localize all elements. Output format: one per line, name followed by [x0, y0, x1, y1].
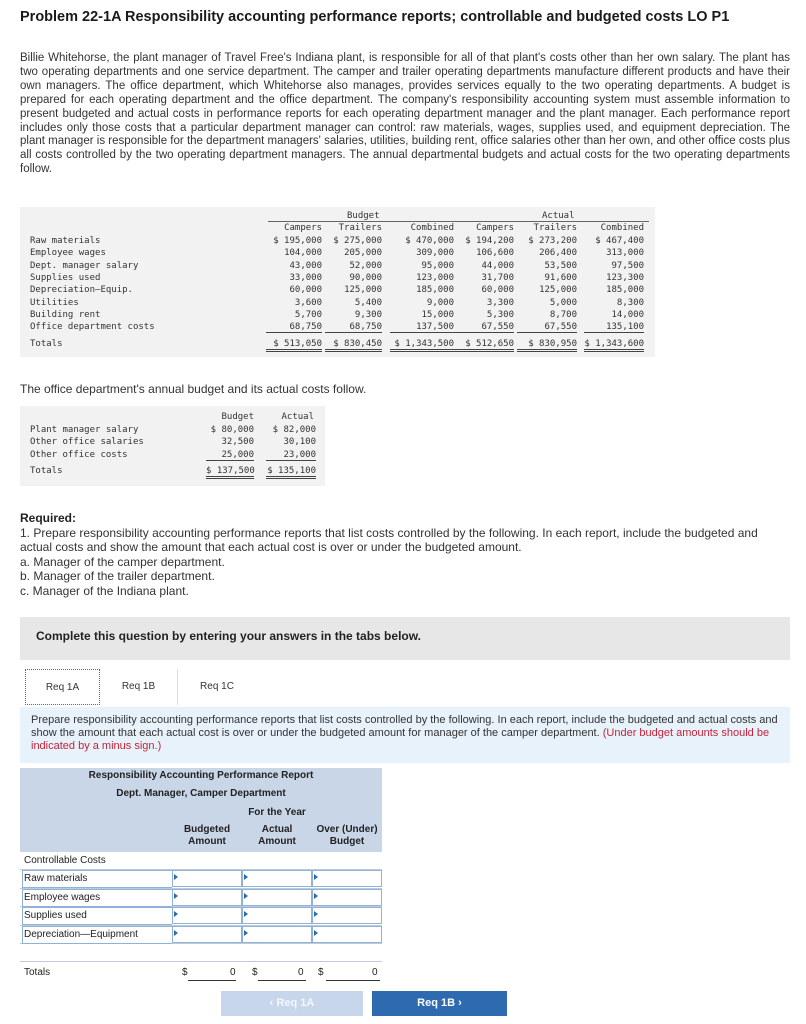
row-label: Depreciation—Equip.	[30, 285, 133, 296]
row-label: Employee wages	[24, 891, 101, 903]
over-under-input[interactable]	[312, 870, 382, 887]
col-header: Combined	[600, 223, 644, 233]
table-cell: 43,000	[289, 260, 322, 271]
row-label: Utilities	[30, 297, 79, 308]
report-period: For the Year	[248, 807, 306, 818]
report-subtitle: Dept. Manager, Camper Department	[116, 788, 286, 799]
table-cell: 32,500	[221, 437, 254, 448]
table-cell: 206,400	[539, 248, 577, 259]
table-cell: 68,750	[266, 322, 322, 333]
table-cell: 5,400	[354, 297, 382, 308]
table-cell: 205,000	[344, 248, 382, 259]
table-cell: 3,600	[294, 297, 322, 308]
total-cell: $ 1,343,600	[584, 339, 644, 352]
tab-req-1a[interactable]: Req 1A	[25, 669, 100, 705]
table-cell: $ 467,400	[595, 236, 644, 246]
table-cell: $ 194,200	[465, 236, 514, 246]
row-label: Other office costs	[30, 449, 128, 460]
tab-req-1b[interactable]: Req 1B	[100, 669, 178, 705]
row-label: Dept. manager salary	[30, 260, 139, 271]
currency-sign: $	[182, 967, 188, 978]
problem-intro: Billie Whitehorse, the plant manager of Travel Free's Indiana plant, is responsible for all of that plant's costs other than her own salary. The plant has two operating departments and one service department. The camper and trailer operating departments manufacture different products and have their own managers. The office department, which Whitehorse also manages, provides services equally to the two operating departments. A budget is prepared for each operating department and the office department. The company's responsibility accounting system must assemble information to present budgeted and actual costs in performance reports for each operating department manager and the plant manager. Each performance report includes only those costs that a particular department manager can control: raw materials, wages, supplies used, and equipment depreciation. The plant manager is responsible for the department managers' salaries, utilities, building rent, office salaries other than her own, and other office costs plus all costs controlled by the two operating department managers. The annual departmental budgets and actual costs for the two operating departments follow.	[20, 52, 790, 176]
office-intro: The office department's annual budget and its actual costs follow.	[20, 382, 367, 396]
tab-req-1c[interactable]: Req 1C	[178, 669, 256, 705]
total-cell: $ 512,650	[454, 339, 514, 352]
table-cell: 44,000	[481, 260, 514, 271]
row-label: Other office salaries	[30, 437, 144, 448]
required-a: a. Manager of the camper department.	[20, 554, 225, 569]
table-cell: 67,550	[454, 322, 514, 333]
table-cell: $ 195,000	[273, 236, 322, 246]
prev-button[interactable]	[221, 991, 363, 1016]
actual-group-header: Actual	[542, 211, 575, 221]
totals-row-label: Totals	[30, 339, 63, 349]
instruction-box	[20, 707, 790, 763]
col-actual: Actual Amount	[242, 824, 312, 852]
table-cell: 123,300	[606, 272, 644, 283]
instruction-note: (Under budget amounts should be indicated by a minus sign.)	[31, 726, 770, 752]
table-cell: 8,700	[549, 309, 577, 320]
col-over-under: Over (Under) Budget	[312, 824, 382, 852]
table-cell: 8,300	[616, 297, 644, 308]
table-cell: 185,000	[416, 285, 454, 296]
total-cell: $ 1,343,500	[390, 339, 454, 352]
table-cell: 67,550	[517, 322, 577, 333]
row-label: Supplies used	[30, 272, 101, 283]
report-title-block	[20, 768, 382, 824]
table-cell: 5,300	[486, 309, 514, 320]
table-cell: 5,700	[294, 309, 322, 320]
table-cell: 52,000	[349, 260, 382, 271]
table-cell: 23,000	[266, 450, 316, 461]
page-title: Problem 22-1A Responsibility accounting performance reports; controllable and budgeted costs LO P1	[20, 9, 730, 25]
col-header: Trailers	[533, 223, 577, 233]
over-under-input[interactable]	[312, 889, 382, 906]
total-cell: $ 135,100	[266, 466, 316, 479]
total-cell: $ 513,050	[266, 339, 322, 352]
office-costs-table	[20, 406, 325, 486]
row-label: Raw materials	[24, 873, 88, 884]
table-cell: 309,000	[416, 248, 454, 259]
row-label: Building rent	[30, 309, 101, 320]
budgeted-input[interactable]	[172, 926, 242, 943]
required-section	[20, 511, 790, 599]
budgeted-input[interactable]	[172, 870, 242, 887]
dept-costs-table	[20, 207, 655, 357]
table-cell: 185,000	[606, 285, 644, 296]
next-button[interactable]	[372, 991, 507, 1016]
chevron-right-icon: ›	[458, 997, 462, 1009]
table-cell: 313,000	[606, 248, 644, 259]
complete-text: Complete this question by entering your answers in the tabs below.	[36, 629, 421, 643]
table-cell: 60,000	[289, 285, 322, 296]
required-heading: Required:	[20, 511, 77, 525]
instruction-text: Prepare responsibility accounting performance reports that list costs controlled by the following. In each report, include the budgeted and actual costs and show the amount that each actual cost is over or under the budgeted amount for manager of the camper department.	[31, 714, 778, 739]
table-cell: $ 82,000	[272, 425, 316, 435]
table-cell: 15,000	[421, 309, 454, 320]
col-header: Actual	[281, 412, 314, 422]
currency-sign: $	[318, 967, 324, 978]
report-row	[20, 907, 382, 926]
report-row	[20, 926, 382, 945]
row-label: Plant manager salary	[30, 425, 139, 435]
table-cell: $ 80,000	[210, 425, 254, 435]
table-cell: 31,700	[481, 272, 514, 283]
report-title: Responsibility Accounting Performance Report	[88, 770, 314, 781]
chevron-left-icon: ‹	[269, 997, 274, 1009]
table-cell: 60,000	[481, 285, 514, 296]
table-cell: 125,000	[344, 285, 382, 296]
table-cell: 125,000	[539, 285, 577, 296]
table-cell: 5,000	[549, 297, 577, 308]
table-cell: $ 273,200	[528, 236, 577, 246]
section-label: Controllable Costs	[24, 855, 106, 866]
report-row	[20, 870, 382, 889]
budget-group-header: Budget	[347, 211, 380, 221]
col-header: Campers	[476, 223, 514, 233]
table-cell: 123,000	[416, 272, 454, 283]
col-budgeted: Budgeted Amount	[172, 824, 242, 852]
table-cell: 91,600	[544, 272, 577, 283]
table-cell: 90,000	[349, 272, 382, 283]
table-cell: 9,300	[354, 309, 382, 320]
performance-report	[20, 768, 382, 986]
report-row	[20, 889, 382, 908]
prev-label: Req 1A	[276, 997, 315, 1009]
row-label: Office department costs	[30, 322, 155, 333]
col-header: Trailers	[338, 223, 382, 233]
total-cell: $ 830,950	[517, 339, 577, 352]
total-actual: 0	[298, 967, 304, 978]
table-cell: 53,500	[544, 260, 577, 271]
over-under-input[interactable]	[312, 926, 382, 943]
row-label: Employee wages	[30, 248, 106, 259]
totals-label: Totals	[24, 967, 51, 978]
table-cell: $ 470,000	[405, 236, 454, 246]
required-c: c. Manager of the Indiana plant.	[20, 583, 189, 598]
table-cell: $ 275,000	[333, 236, 382, 246]
actual-input[interactable]	[242, 907, 312, 924]
budgeted-input[interactable]	[172, 907, 242, 924]
table-cell: 104,000	[284, 248, 322, 259]
budgeted-input[interactable]	[172, 889, 242, 906]
table-cell: 137,500	[390, 322, 454, 333]
table-cell: 95,000	[421, 260, 454, 271]
next-label: Req 1B	[417, 997, 456, 1009]
total-cell: $ 137,500	[206, 466, 254, 479]
col-header: Combined	[410, 223, 454, 233]
required-b: b. Manager of the trailer department.	[20, 569, 215, 584]
over-under-input[interactable]	[312, 907, 382, 924]
table-cell: 14,000	[611, 309, 644, 320]
col-header: Budget	[221, 412, 254, 422]
table-cell: 97,500	[611, 260, 644, 271]
actual-input[interactable]	[242, 926, 312, 943]
complete-banner	[20, 617, 790, 660]
table-cell: 3,300	[486, 297, 514, 308]
col-header: Campers	[284, 223, 322, 233]
row-label: Raw materials	[30, 236, 101, 246]
table-cell: 33,000	[289, 272, 322, 283]
actual-input[interactable]	[242, 889, 312, 906]
row-label: Supplies used	[24, 910, 87, 921]
table-cell: 135,100	[584, 322, 644, 333]
table-cell: 9,000	[426, 297, 454, 308]
table-cell: 68,750	[325, 322, 382, 333]
actual-input[interactable]	[242, 870, 312, 887]
table-cell: 30,100	[283, 437, 316, 448]
currency-sign: $	[252, 967, 258, 978]
total-budgeted: 0	[230, 967, 236, 978]
total-cell: $ 830,450	[325, 339, 382, 352]
row-label: Depreciation—Equipment	[24, 928, 138, 940]
total-over-under: 0	[372, 967, 378, 978]
table-cell: 106,600	[476, 248, 514, 259]
required-line1: 1. Prepare responsibility accounting performance reports that list costs controlled by the following. In each report, include the budgeted and actual costs and show the amount that each actual cost is over or under the budgeted amount.	[20, 525, 758, 555]
table-cell: 25,000	[206, 450, 254, 461]
totals-row-label: Totals	[30, 466, 63, 476]
